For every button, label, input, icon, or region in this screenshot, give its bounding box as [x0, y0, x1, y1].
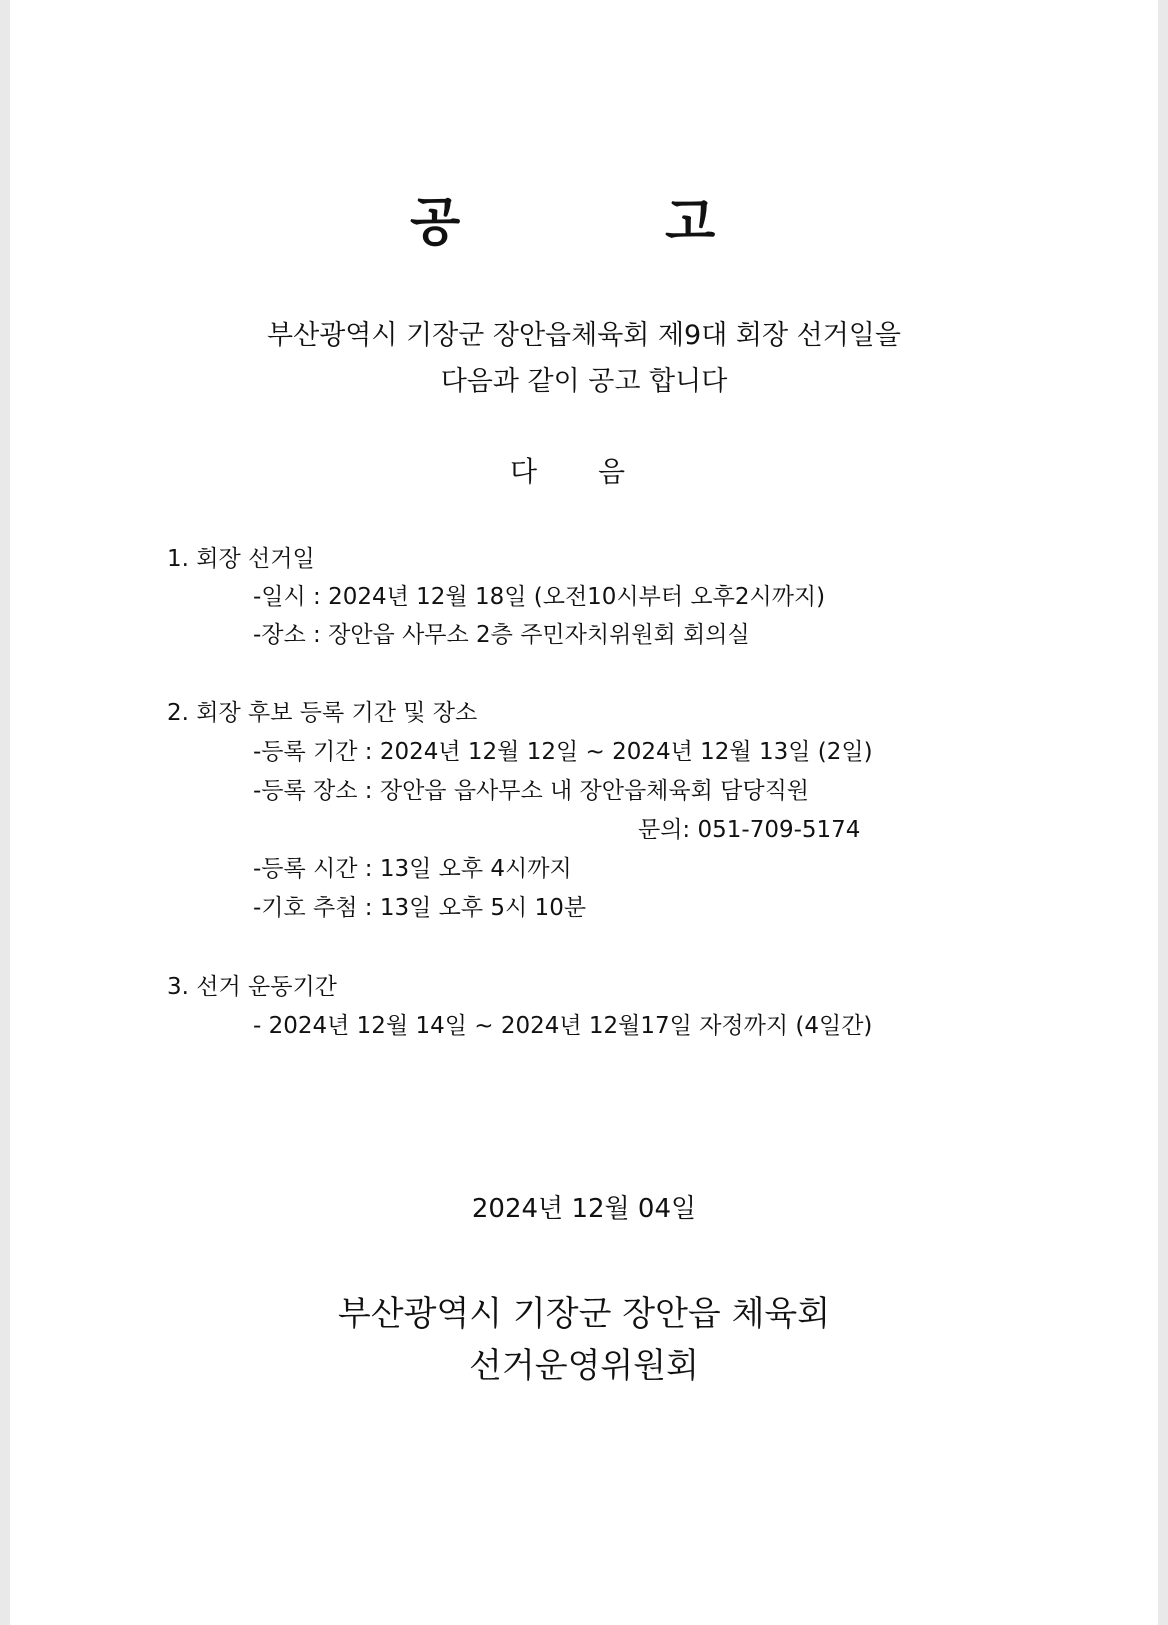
- title-char-left: 공: [410, 193, 461, 253]
- section-1-heading: 1. 회장 선거일: [167, 546, 315, 572]
- section-2-item-contact: 문의: 051-709-5174: [638, 817, 861, 843]
- intro-line-2: 다음과 같이 공고 합니다: [440, 366, 728, 397]
- section-2-item-time: -등록 시간 : 13일 오후 4시까지: [253, 856, 572, 882]
- section-1-item-place: -장소 : 장안읍 사무소 2층 주민자치위원회 회의실: [253, 622, 750, 648]
- notice-date: 2024년 12월 04일: [471, 1194, 697, 1224]
- section-2-heading: 2. 회장 후보 등록 기간 및 장소: [167, 700, 478, 726]
- organization-name: 부산광역시 기장군 장안읍 체육회: [337, 1294, 831, 1334]
- dahum-char-right: 음: [598, 455, 626, 488]
- section-2-item-period: -등록 기간 : 2024년 12월 12일 ~ 2024년 12월 13일 (2일): [253, 739, 873, 765]
- title-char-right: 고: [665, 193, 716, 253]
- section-2-item-place: -등록 장소 : 장안읍 읍사무소 내 장안읍체육회 담당직원: [253, 778, 810, 804]
- section-3-item-period: - 2024년 12월 14일 ~ 2024년 12월17일 자정까지 (4일간): [253, 1013, 873, 1039]
- committee-name: 선거운영위원회: [469, 1346, 699, 1386]
- document-page: [10, 0, 1158, 1625]
- dahum-char-left: 다: [510, 455, 538, 488]
- section-1-item-date: -일시 : 2024년 12월 18일 (오전10시부터 오후2시까지): [253, 584, 826, 610]
- intro-line-1: 부산광역시 기장군 장안읍체육회 제9대 회장 선거일을: [267, 320, 901, 351]
- section-2-item-draw: -기호 추첨 : 13일 오후 5시 10분: [253, 895, 587, 921]
- section-3-heading: 3. 선거 운동기간: [167, 974, 337, 1000]
